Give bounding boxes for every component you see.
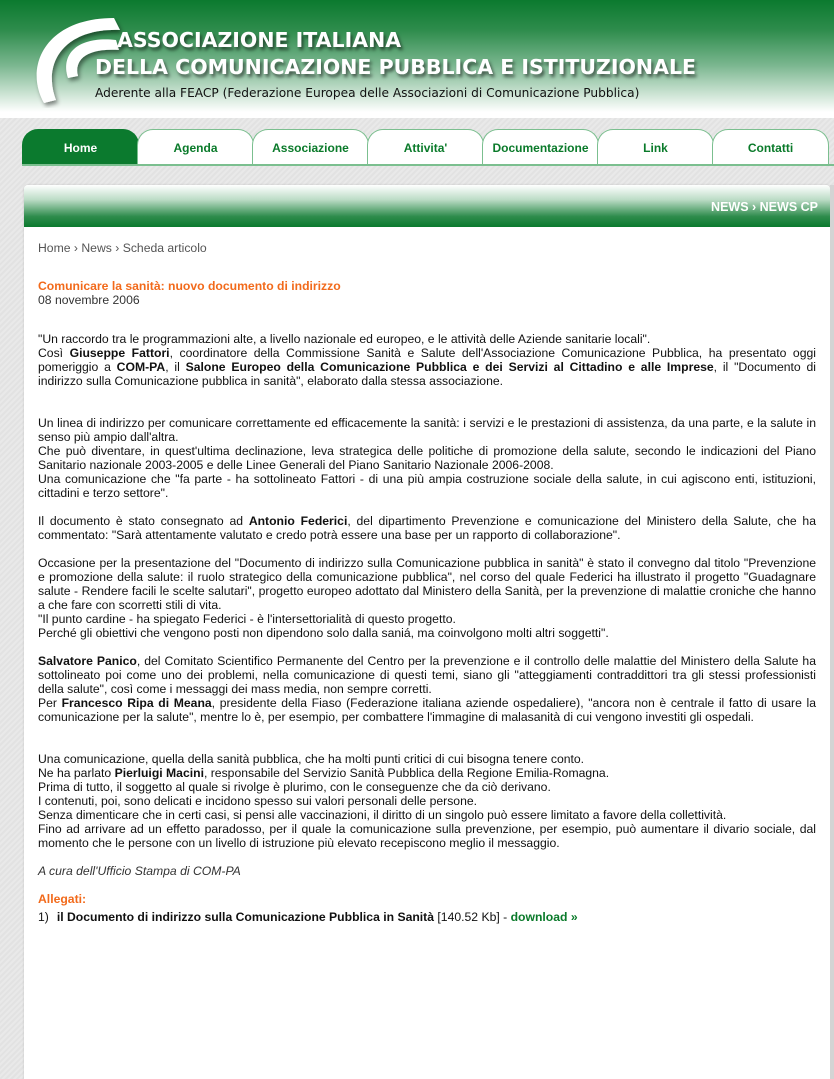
person-name: Francesco Ripa di Meana — [61, 696, 212, 710]
text: Per — [38, 696, 62, 710]
tab-home[interactable]: Home — [22, 129, 139, 165]
article-paragraph — [38, 514, 816, 542]
article-paragraph — [38, 654, 816, 724]
text: Così — [38, 346, 70, 360]
text: Una comunicazione, quella della sanità pubblica, che ha molti punti critici di cui bisogna tenere conto. — [38, 752, 585, 766]
text: , presidente della Fiaso (Federazione italiana aziende ospedaliere), "ancora non è centrale il fatto di usare la comunicazione per la salute", mentre lo è, per esempio, per combattere l'immagine di malasanità di cui vengono investiti gli ospedali. — [38, 696, 816, 724]
tab-link[interactable]: Link — [597, 129, 714, 165]
article-paragraph — [38, 556, 816, 640]
text: Una comunicazione che "fa parte - ha sottolineato Fattori - di una più ampia costruzione sociale della salute, in cui agiscono enti, istituzioni, cittadini e terzo settore". — [38, 472, 816, 500]
text: , il "Documento di indirizzo sulla Comunicazione pubblica in sanità", elaborato dalla stessa associazione. — [38, 360, 816, 388]
attachment-number: 1) — [38, 910, 49, 924]
text: Il documento è stato consegnato ad — [38, 514, 249, 528]
attachment-separator: - — [499, 910, 511, 924]
text: Perché gli obiettivi che vengono posti non dipendono solo dalla saniá, ma coinvolgono molti altri soggetti". — [38, 626, 609, 640]
site-header — [0, 0, 834, 118]
tab-associazione[interactable]: Associazione — [252, 129, 369, 165]
text: Fino ad arrivare ad un effetto paradosso, per il quale la comunicazione sulla prevenzione, per esempio, può aumentare il divario sociale, dal momento che le persone con un livello di istruzione più elevato recepiscono meglio il messaggio. — [38, 822, 816, 850]
site-title-line2: DELLA COMUNICAZIONE PUBBLICA E ISTITUZIONALE — [95, 55, 697, 79]
article-title: Comunicare la sanità: nuovo documento di indirizzo — [38, 279, 341, 293]
section-path: NEWS › NEWS CP — [711, 200, 818, 214]
article-date: 08 novembre 2006 — [38, 293, 140, 307]
nav-underline — [22, 164, 834, 166]
text: Senza dimenticare che in certi casi, si pensi alle vaccinazioni, il diritto di un singolo può essere limitato a favore della collettività. — [38, 808, 727, 822]
text: Prima di tutto, il soggetto al quale si rivolge è plurimo, con le conseguenze che da ciò derivano. — [38, 780, 551, 794]
text: , del Comitato Scientifico Permanente del Centro per la prevenzione e il controllo delle malattie del Ministero della Salute ha sottolineato poi come uno dei problemi, nella comunicazione di questi temi, siano gli "atteggiamenti contraddittori tra gli stessi professionisti della salute", così come i messaggi dei mass media, non sempre corretti. — [38, 654, 816, 696]
attachments-title: Allegati: — [38, 892, 87, 906]
breadcrumb — [38, 241, 816, 255]
article-credit: A cura dell'Ufficio Stampa di COM-PA — [38, 864, 241, 878]
article-paragraph — [38, 416, 816, 500]
tab-documentazione[interactable]: Documentazione — [482, 129, 599, 165]
person-name: Giuseppe Fattori — [69, 346, 170, 360]
article-content — [24, 227, 830, 924]
text: Ne ha parlato — [38, 766, 115, 780]
breadcrumb-news[interactable]: News — [81, 241, 112, 255]
text: "Il punto cardine - ha spiegato Federici - è l'intersettorialità di questo progetto. — [38, 612, 456, 626]
text: Un linea di indirizzo per comunicare correttamente ed efficacemente la sanità: i servizi e le prestazioni di assistenza, da una parte, e la salute in senso più ampio dall'altra. — [38, 416, 816, 444]
breadcrumb-current: Scheda articolo — [122, 241, 207, 255]
text: , coordinatore della Commissione Sanità e Salute dell'Associazione Comunicazione Pubblica, ha presentato oggi pomeriggio a — [38, 346, 816, 374]
site-subtitle: Aderente alla FEACP (Federazione Europea delle Associazioni di Comunicazione Pubblica) — [95, 86, 640, 100]
person-name: Salvatore Panico — [38, 654, 137, 668]
download-link[interactable]: download » — [510, 910, 578, 924]
event-name: Salone Europeo della Comunicazione Pubblica e dei Servizi al Cittadino e alle Imprese — [185, 360, 714, 374]
article-paragraph — [38, 752, 816, 850]
attachment-size: [140.52 Kb] — [437, 910, 500, 924]
text: Che può diventare, in quest'ultima declinazione, leva strategica delle politiche di promozione della salute, secondo le indicazioni del Piano Sanitario nazionale 2003-2005 e delle Linee Generali del Piano Sanitario Nazionale 2006-2008. — [38, 444, 816, 472]
person-name: Antonio Federici — [248, 514, 348, 528]
content-panel — [24, 185, 830, 1079]
site-title-line1: ASSOCIAZIONE ITALIANA — [117, 28, 402, 52]
breadcrumb-separator: › — [73, 241, 78, 255]
section-header — [24, 185, 830, 227]
text: I contenuti, poi, sono delicati e incidono spesso sui valori personali delle persone. — [38, 794, 478, 808]
text: , il — [165, 360, 186, 374]
person-name: Pierluigi Macini — [114, 766, 204, 780]
scrollbar[interactable] — [830, 185, 834, 1079]
text: , del dipartimento Prevenzione e comunicazione del Ministero della Salute, che ha commentato: "Sarà attentamente valutato e credo potrà essere una base per un rapporto di collaborazione". — [38, 514, 816, 542]
tab-attivita[interactable]: Attivita' — [367, 129, 484, 165]
article-paragraph — [38, 332, 816, 388]
text: Occasione per la presentazione del "Documento di indirizzo sulla Comunicazione pubblica in sanità" è stato il convegno dal titolo "Prevenzione e promozione della salute: il ruolo strategico della comunicazione pubblica", nel corso del quale Federici ha illustrato il progetto "Guadagnare salute - Rendere facili le scelte salutari", progetto europeo adottato dal Ministero della Sanità, per la prevenzione di malattie croniche che hanno a che fare con scorretti stili di vita. — [38, 556, 816, 612]
breadcrumb-separator: › — [115, 241, 120, 255]
text: , responsabile del Servizio Sanità Pubblica della Regione Emilia-Romagna. — [203, 766, 610, 780]
main-nav — [22, 129, 834, 165]
org-name: COM-PA — [116, 360, 166, 374]
attachment-item — [38, 910, 816, 924]
attachment-name: il Documento di indirizzo sulla Comunicazione Pubblica in Sanità — [56, 910, 435, 924]
tab-contatti[interactable]: Contatti — [712, 129, 829, 165]
text: "Un raccordo tra le programmazioni alte, a livello nazionale ed europeo, e le attività delle Aziende sanitarie locali". — [38, 332, 651, 346]
tab-agenda[interactable]: Agenda — [137, 129, 254, 165]
breadcrumb-home[interactable]: Home — [38, 241, 71, 255]
